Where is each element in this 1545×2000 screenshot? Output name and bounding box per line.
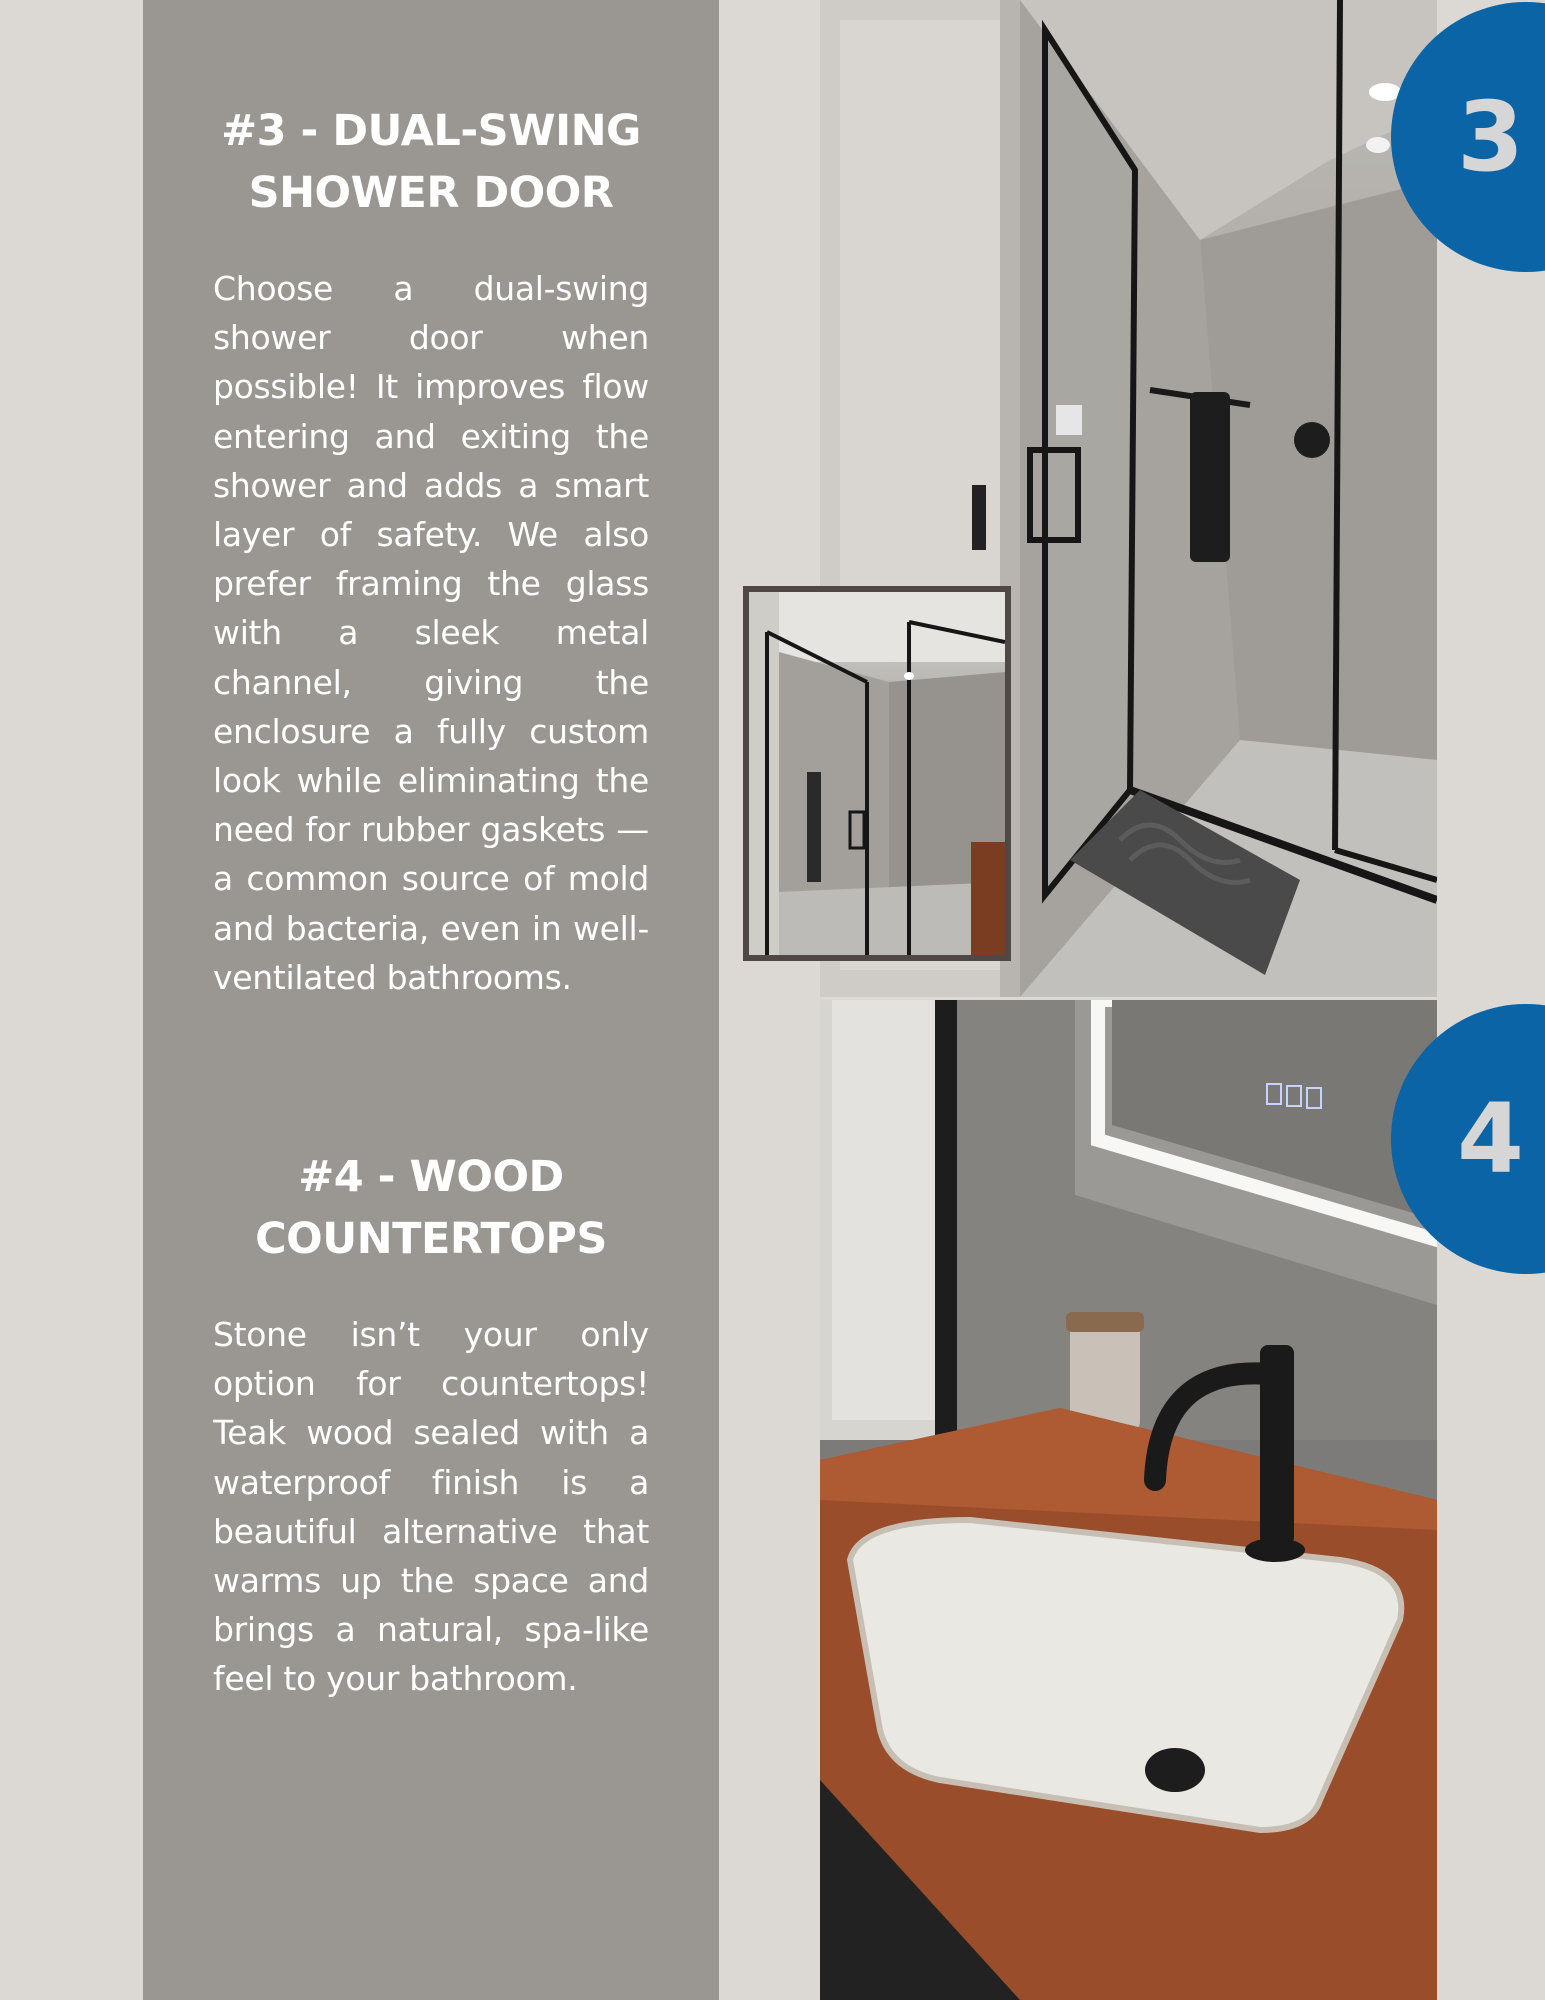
number-badge-3 [1391, 2, 1545, 272]
vanity-photo [820, 1000, 1437, 2000]
inset-photo-frame [743, 586, 1011, 961]
section-4-heading-line-2: COUNTERTOPS [255, 1214, 607, 1264]
inset-shower-illustration [749, 592, 1005, 955]
section-3-heading [213, 100, 649, 224]
vanity-illustration [820, 1000, 1437, 2000]
section-3-heading-line-2: SHOWER DOOR [248, 168, 614, 218]
inset-photo [749, 592, 1005, 955]
text-panel [143, 0, 719, 2000]
section-3-body: Choose a dual-swing shower door when possible! It improves flow entering and exiting the shower and adds a smart layer of safety. We also prefer framing the glass with a sleek metal channel, giving the enclosure a fully custom look while eliminating the need for rubber gaskets — a common source of mold and bacteria, even in well-ventilated bathrooms. [213, 269, 649, 997]
number-badge-4 [1391, 1004, 1545, 1274]
section-4-body: Stone isn’t your only option for countertops! Teak wood sealed with a waterproof finish is a beautiful alternative that warms up the space and brings a natural, spa-like feel to your bathroom. [213, 1315, 649, 1699]
badge-4-number: 4 [1457, 1083, 1524, 1195]
section-4-heading-line-1: #4 - WOOD [298, 1152, 564, 1202]
section-4-heading [213, 1146, 649, 1270]
badge-3-number: 3 [1457, 81, 1524, 193]
section-3-heading-line-1: #3 - DUAL-SWING [221, 106, 641, 156]
